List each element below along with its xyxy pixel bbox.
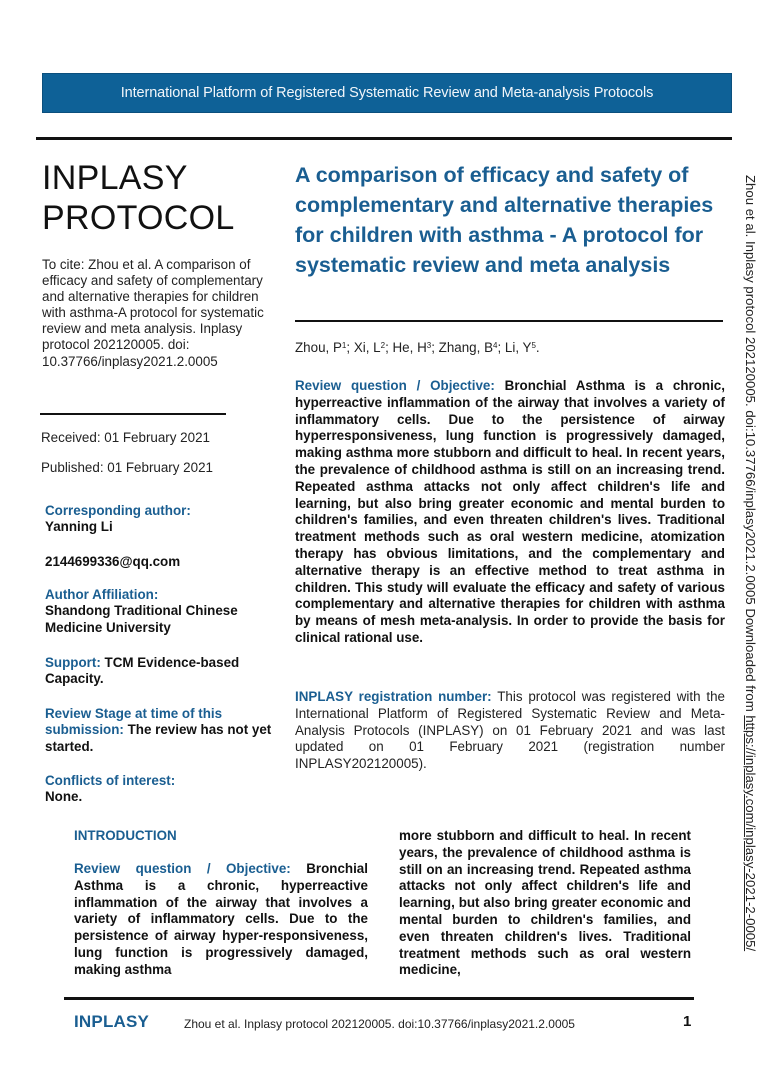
affiliation-label: Author Affiliation:	[45, 587, 159, 602]
support-label: Support:	[45, 655, 101, 670]
author: Zhang, $B^4$;	[438, 340, 505, 355]
conflicts-value: None.	[45, 789, 83, 805]
affiliation-value: Shandong Traditional Chinese Medicine University	[45, 603, 238, 635]
conflicts-block	[45, 773, 275, 806]
affiliation-block	[45, 587, 275, 636]
introduction-heading: INTRODUCTION	[74, 828, 177, 843]
registration-block	[295, 689, 725, 773]
footer-rule	[64, 997, 694, 1000]
author: Xi, $L^2$;	[353, 340, 393, 355]
author-email[interactable]: 2144699336@qq.com	[45, 554, 181, 569]
registration-label: INPLASY registration number:	[295, 689, 492, 704]
paper-title: A comparison of efficacy and safety of complementary and alternative therapies for children with asthma - A protocol for systematic review and meta analysis	[295, 163, 714, 277]
author: Zhou, $P^1$;	[295, 340, 354, 355]
review-stage-value: The review has not yet started.	[45, 722, 272, 754]
footer-brand: INPLASY	[74, 1012, 150, 1031]
top-rule	[36, 137, 732, 140]
left-divider	[40, 413, 226, 415]
author: He, $H^3$;	[392, 340, 439, 355]
title-rule	[295, 320, 723, 322]
footer-citation: Zhou et al. Inplasy protocol 202120005. doi:10.37766/inplasy2021.2.0005	[184, 1017, 575, 1031]
objective-text: Bronchial Asthma is a chronic, hyperreactive inflammation of the airway that involves a variety of inflammatory cells. Due to the persistence of airway hyperresponsiveness, lung function is progressively damaged, making asthma more stubborn and difficult to heal. In recent years, the prevalence of childhood asthma is still on an increasing trend. Repeated asthma attacks not only affect children's life and learning, but also bring greater economic and mental burden to children's families, and even threaten children's lives. Traditional treatment methods such as oral western medicine, atomization therapy has obvious limitations, and the complementary and alternative therapy is an effective method to treat asthma in children. This study will evaluate the efficacy and safety of various complementary and alternative therapies for children with asthma by means of mesh meta-analysis. In order to provide the basis for clinical rational use.	[295, 378, 725, 645]
banner-text: International Platform of Registered Systematic Review and Meta-analysis Protocols	[120, 85, 654, 101]
page-number: 1	[683, 1013, 692, 1030]
introduction-column-2: more stubborn and difficult to heal. In recent years, the prevalence of childhood asthma is still on an increasing trend. Repeated asthma attacks not only affect children's life and learning, but also bring greater economic and mental burden to children's families, and even threaten children's lives. Traditional treatment methods such as oral western medicine,	[399, 828, 691, 978]
registration-text: This protocol was registered with the International Platform of Registered Systematic Review and Meta-Analysis Protocols (INPLASY) on 01 February 2021 and was last updated on 01 February 2021 (registration number INPLASY202120005).	[295, 689, 725, 772]
doc-type-line1: INPLASY	[42, 159, 188, 197]
review-stage-label: Review Stage at time of this submission:	[45, 706, 223, 738]
support-block	[45, 655, 275, 688]
intro-objective-label: Review question / Objective:	[74, 861, 291, 876]
review-stage-block	[45, 706, 275, 755]
received-date: Received: 01 February 2021	[41, 430, 210, 445]
citation-block: To cite: Zhou et al. A comparison of efficacy and safety of complementary and alternative therapies for children with asthma-A protocol for systematic review and meta analysis. Inplasy protocol 202120005. doi: 10.37766/inplasy2021.2.0005	[42, 257, 264, 369]
author-list	[295, 340, 540, 355]
download-link[interactable]: https://inplasy.com/inplasy-2021-2-0005/	[743, 715, 758, 952]
support-value: TCM Evidence-based Capacity.	[45, 655, 240, 687]
corresponding-author-name: Yanning Li	[45, 519, 113, 535]
introduction-column-1	[74, 861, 368, 979]
margin-text: Zhou et al. Inplasy protocol 202120005. doi:10.37766/inplasy2021.2.0005 Downloaded from	[743, 175, 758, 716]
doc-type-title	[42, 158, 235, 238]
intro-col1-text: Bronchial Asthma is a chronic, hyperreactive inflammation of the airway that involves a variety of inflammatory cells. Due to the persistence of airway hyper-responsiveness, lung function is progressively damaged, making asthma	[74, 861, 368, 977]
doc-type-line2: PROTOCOL	[42, 199, 235, 237]
published-date: Published: 01 February 2021	[41, 460, 213, 475]
author: Li, $Y^5$.	[504, 340, 540, 355]
objective-label: Review question / Objective:	[295, 378, 495, 393]
objective-abstract	[295, 378, 725, 647]
corresponding-author-block	[45, 503, 275, 536]
corresponding-author-label: Corresponding author:	[45, 503, 191, 518]
platform-banner	[42, 73, 732, 113]
download-margin-note	[738, 175, 758, 975]
conflicts-label: Conflicts of interest:	[45, 773, 176, 788]
